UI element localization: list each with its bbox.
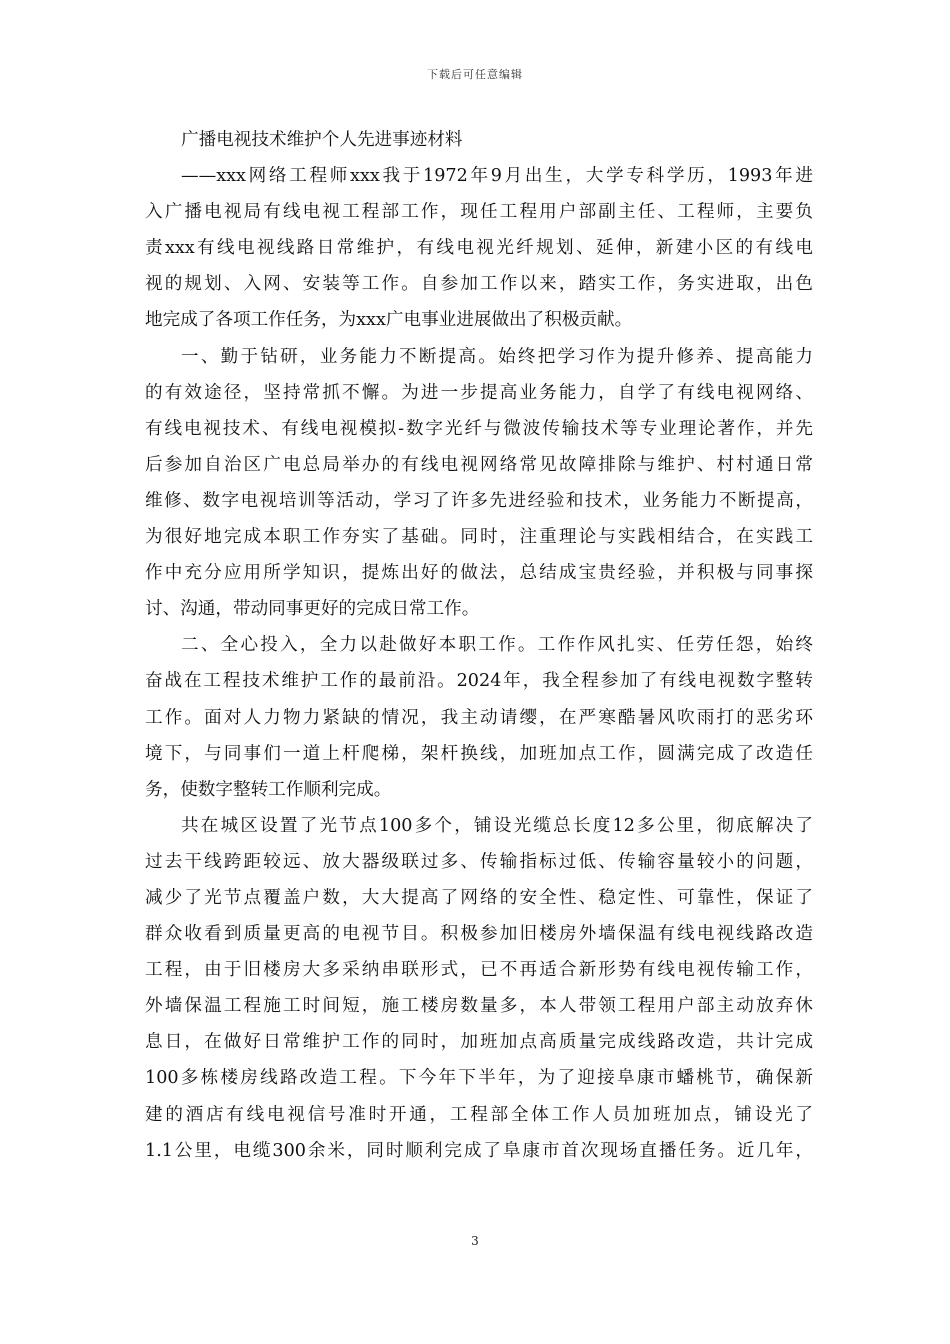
text-line: 后参加自治区广电总局举办的有线电视网络常见故障排除与维护、村村通日常 (145, 454, 813, 475)
text-line: 过去干线跨距较远、放大器级联过多、传输指标过低、传输容量较小的问题， (145, 851, 813, 872)
text-line: 务，使数字整转工作顺利完成。 (145, 779, 392, 800)
text-line: 讨、沟通，带动同事更好的完成日常工作。 (145, 599, 480, 620)
text-line: 作中充分应用所学知识，提炼出好的做法，总结成宝贵经验，并积极与同事探 (145, 563, 813, 584)
text-line: 息日，在做好日常维护工作的同时，加班加点高质量完成线路改造，共计完成 (145, 1032, 813, 1053)
page-header-note: 下载后可任意编辑 (427, 68, 523, 81)
text-line: 责xxx有线电视线路日常维护，有线电视光纤规划、延伸，新建小区的有线电 (145, 238, 813, 259)
text-line: 的有效途径，坚持常抓不懈。为进一步提高业务能力，自学了有线电视网络、 (145, 382, 813, 403)
text-line: 100多栋楼房线路改造工程。下今年下半年，为了迎接阜康市蟠桃节，确保新 (145, 1068, 813, 1089)
text-line: 入广播电视局有线电视工程部工作，现任工程用户部副主任、工程师，主要负 (145, 202, 813, 223)
text-line: 一、勤于钻研，业务能力不断提高。始终把学习作为提升修养、提高能力 (181, 346, 813, 367)
document-title: 广播电视技术维护个人先进事迹材料 (181, 130, 463, 150)
text-line: 奋战在工程技术维护工作的最前沿。2024年，我全程参加了有线电视数字整转 (145, 671, 813, 692)
page-number: 3 (471, 1234, 479, 1248)
text-line: 有线电视技术、有线电视模拟-数字光纤与微波传输技术等专业理论著作，并先 (145, 418, 813, 439)
text-line: 减少了光节点覆盖户数，大大提高了网络的安全性、稳定性、可靠性，保证了 (145, 887, 813, 908)
text-line: 共在城区设置了光节点100多个，铺设光缆总长度12多公里，彻底解决了 (181, 815, 813, 836)
text-line: 工作。面对人力物力紧缺的情况，我主动请缨，在严寒酷暑风吹雨打的恶劣环 (145, 707, 813, 728)
text-line: 二、全心投入，全力以赴做好本职工作。工作作风扎实、任劳任怨，始终 (181, 635, 813, 656)
text-line: 为很好地完成本职工作夯实了基础。同时，注重理论与实践相结合，在实践工 (145, 527, 813, 548)
text-line: 地完成了各项工作任务，为xxx广电事业进展做出了积极贡献。 (145, 310, 633, 331)
text-line: 外墙保温工程施工时间短，施工楼房数量多，本人带领工程用户部主动放弃休 (145, 996, 813, 1017)
text-line: 建的酒店有线电视信号准时开通，工程部全体工作人员加班加点，铺设光了 (145, 1104, 813, 1125)
text-line: 维修、数字电视培训等活动，学习了许多先进经验和技术，业务能力不断提高， (145, 490, 813, 511)
text-line: 1.1公里，电缆300余米，同时顺利完成了阜康市首次现场直播任务。近几年， (145, 1140, 813, 1161)
text-line: 视的规划、入网、安装等工作。自参加工作以来，踏实工作，务实进取，出色 (145, 274, 813, 295)
text-line: 群众收看到质量更高的电视节目。积极参加旧楼房外墙保温有线电视线路改造 (145, 924, 813, 945)
document-body (145, 122, 813, 1169)
text-line: 境下，与同事们一道上杆爬梯，架杆换线，加班加点工作，圆满完成了改造任 (145, 743, 813, 764)
text-line: ——xxx网络工程师xxx我于1972年9月出生，大学专科学历，1993年进 (181, 166, 813, 187)
text-line: 工程，由于旧楼房大多采纳串联形式，已不再适合新形势有线电视传输工作， (145, 960, 813, 981)
